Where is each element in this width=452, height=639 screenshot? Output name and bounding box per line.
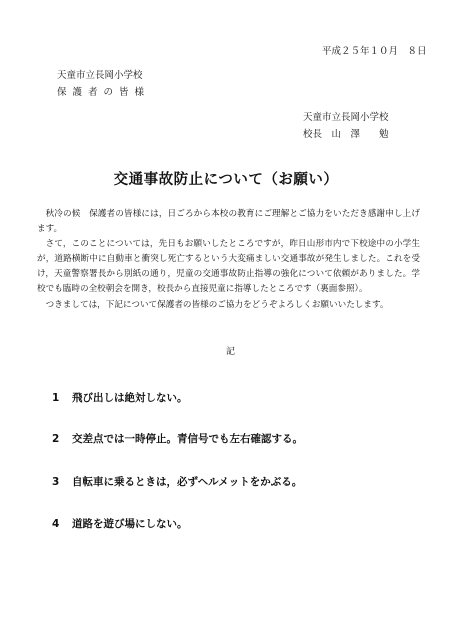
list-item [52, 474, 302, 489]
item-text: 交差点では一時停止。青信号でも左右確認する。 [72, 433, 303, 445]
body-paragraph-request [37, 298, 420, 313]
body-paragraph-greeting [37, 207, 420, 237]
item-number: 1 [52, 392, 60, 404]
list-item [52, 516, 188, 531]
list-item [52, 390, 188, 405]
document-title: 交通事故防止について（お願い） [113, 172, 339, 188]
ki-heading: 記 [226, 347, 236, 357]
item-number: 3 [52, 476, 60, 488]
sender-school: 天童市立長岡小学校 [303, 112, 389, 123]
item-text: 自転車に乗るときは，必ずヘルメットをかぶる。 [72, 476, 303, 488]
sender-principal: 校長 山 澤 勉 [303, 129, 389, 140]
document-date: 平成２５年１０月 ８日 [322, 46, 427, 57]
recipient-parents: 保護者の皆様 [57, 87, 151, 98]
paragraph-text: 秋冷の候 保護者の皆様には，日ごろから本校の教育にご理解とご協力をいただき感謝申し上げます。 [37, 209, 420, 234]
item-number: 4 [52, 518, 60, 530]
body-paragraph-incident [37, 237, 420, 297]
item-number: 2 [52, 433, 60, 445]
recipient-school: 天童市立長岡小学校 [57, 70, 143, 81]
item-text: 道路を遊び場にしない。 [72, 518, 188, 530]
paragraph-text: つきましては，下記について保護者の皆様のご協力をどうぞよろしくお願いいたします。 [45, 300, 389, 310]
list-item [52, 431, 303, 446]
item-text: 飛び出しは絶対しない。 [72, 392, 188, 404]
paragraph-text: さて，このことについては，先日もお願いしたところですが，昨日山形市内で下校途中の小学生が，道路横断中に自動車と衝突し死亡するという大変痛ましい交通事故が発生しました。これを受け，天童警察署長から別紙の通り，児童の交通事故防止指導の強化について依頼がありました。学校でも臨時の全校朝会を開き，校長から直接児童に指導したところです（裏面参照）。 [37, 239, 420, 294]
